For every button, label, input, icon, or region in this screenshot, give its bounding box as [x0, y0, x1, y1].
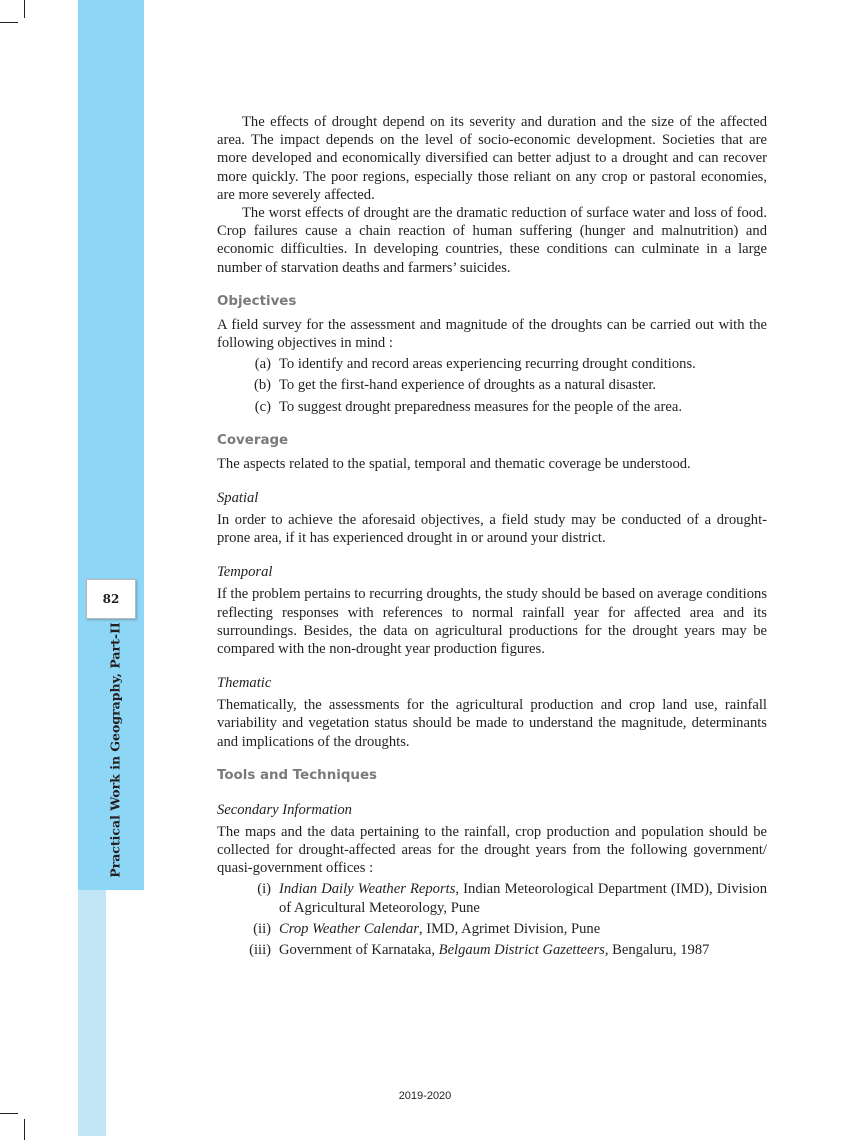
list-item	[217, 880, 767, 916]
source-prefix: Government of Karnataka,	[279, 942, 439, 959]
source-details: , Bengaluru, 1987	[604, 942, 710, 959]
running-title-text: Practical Work in Geography, Part-II	[107, 622, 123, 878]
list-item	[217, 376, 767, 394]
intro-paragraph: The worst effects of drought are the dramatic reduction of surface water and loss of food. Crop failures cause a chain reaction of human suffering (hunger and malnutrition) and economic difficulties. In developing countries, these conditions can culminate in a large number of starvation deaths and farmers’ suicides.	[217, 205, 767, 276]
list-item-number: (c)	[254, 398, 271, 415]
list-item-number: (a)	[254, 356, 271, 373]
list-item	[217, 920, 767, 938]
temporal-text: If the problem pertains to recurring droughts, the study should be based on average conditions reflecting responses with references to normal rainfall year for affected area and its surroundings. Besides, the data on agricultural productions for the drought years may be compared with the non-drought year production figures.	[217, 586, 767, 658]
source-title: Indian Daily Weather Reports	[279, 881, 456, 898]
list-item-text: To suggest drought preparedness measures for the people of the area.	[279, 398, 683, 415]
list-item-number: (b)	[253, 377, 271, 394]
subheading-spatial: Spatial	[217, 490, 259, 507]
section-heading-coverage: Coverage	[217, 432, 289, 448]
list-item-number: (ii)	[253, 920, 271, 937]
page-number-text: 82	[102, 592, 120, 606]
intro-paragraph: The effects of drought depend on its severity and duration and the size of the affected area. The impact depends on the level of socio-economic development. Societies that are more developed and economically diversified can better adjust to a drought and can recover more quickly. The poor regions, especially those reliant on any crop or pastoral economies, are more severely affected.	[217, 114, 767, 203]
list-item-text: To get the first-hand experience of droughts as a natural disaster.	[279, 377, 657, 394]
thematic-text: Thematically, the assessments for the agricultural production and crop land use, rainfall variability and vegetation status should be made to understand the magnitude, determinants and implications of the droughts.	[217, 697, 767, 750]
source-title: Belgaum District Gazetteers	[438, 942, 605, 959]
list-item-text: To identify and record areas experiencing recurring drought conditions.	[279, 356, 696, 373]
list-item	[217, 398, 767, 416]
footer-year: 2019-2020	[398, 1090, 452, 1102]
source-details: , IMD, Agrimet Division, Pune	[419, 920, 601, 937]
section-heading-tools: Tools and Techniques	[217, 767, 377, 783]
crop-mark	[24, 1119, 25, 1140]
source-title: Crop Weather Calendar	[279, 920, 419, 937]
list-item-number: (i)	[257, 881, 271, 898]
subheading-thematic: Thematic	[217, 675, 272, 692]
page-number	[86, 579, 136, 619]
crop-mark	[0, 1113, 18, 1114]
objectives-text: A field survey for the assessment and magnitude of the droughts can be carried out with the following objectives in mind :	[217, 316, 767, 352]
secondary-text: The maps and the data pertaining to the rainfall, crop production and population should be collected for drought-affected areas for the drought years from the following government/ quasi-government offices :	[217, 823, 767, 877]
list-item	[217, 941, 767, 959]
coverage-text: The aspects related to the spatial, temporal and thematic coverage be understood.	[217, 455, 691, 472]
page-content	[217, 113, 767, 959]
spatial-text: In order to achieve the aforesaid objectives, a field study may be conducted of a drought-prone area, if it has experienced drought in or around your district.	[217, 512, 767, 547]
list-item-number: (iii)	[249, 942, 271, 959]
section-heading-objectives: Objectives	[217, 293, 297, 309]
crop-mark	[24, 0, 25, 18]
list-item	[217, 355, 767, 373]
source-details: , Indian Meteorological Department (IMD), Division of Agricultural Meteorology, Pune	[279, 881, 768, 916]
crop-mark	[0, 22, 18, 23]
subheading-secondary: Secondary Information	[217, 801, 352, 818]
subheading-temporal: Temporal	[217, 564, 273, 581]
